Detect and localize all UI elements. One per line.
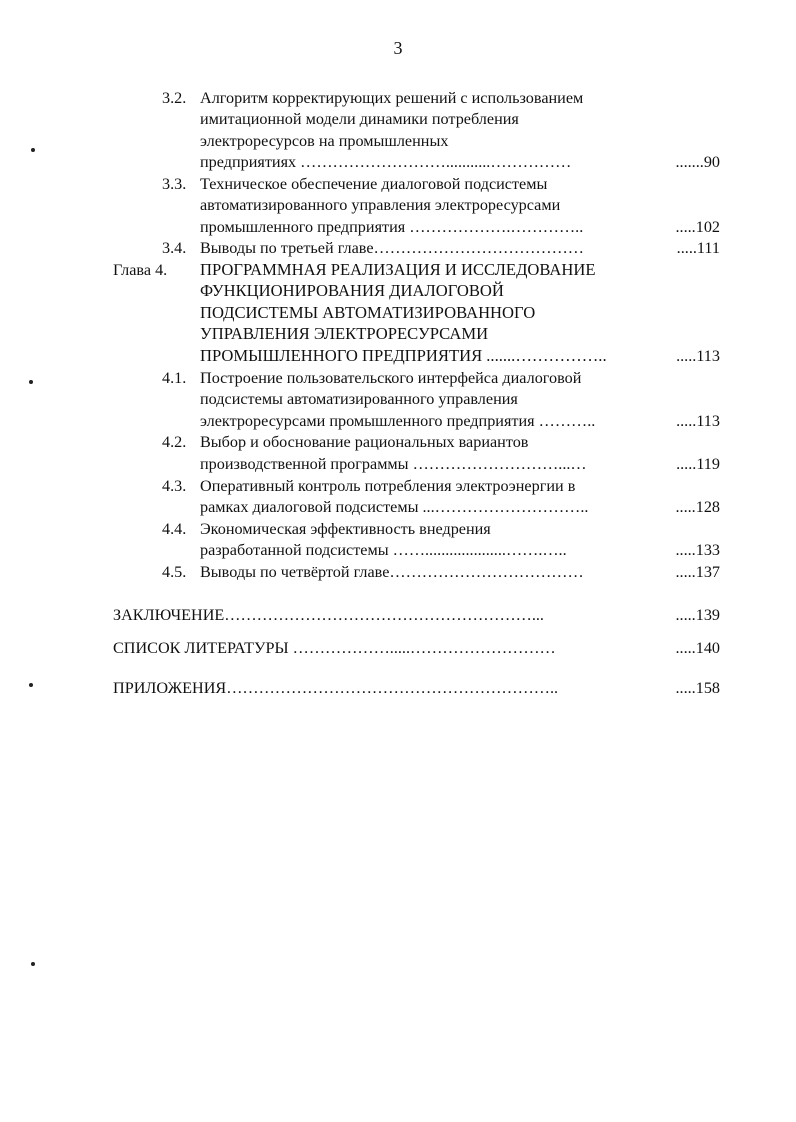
- toc-entry-line: подсистемы автоматизированного управления: [200, 390, 518, 408]
- chapter-number: Глава 4.: [113, 261, 168, 279]
- toc-page-number: .....139: [675, 606, 720, 624]
- toc-page-number: .....140: [675, 639, 720, 657]
- toc-entry-line: Выводы по третьей главе…………………………………: [200, 239, 584, 257]
- toc-entry-number: 3.3.: [162, 175, 187, 193]
- toc-entry-line: электроресурсов на промышленных: [200, 132, 449, 150]
- toc-page-number: .....158: [675, 679, 720, 697]
- toc-entry-line: разработанной подсистемы ……....................…….…..: [200, 541, 567, 559]
- section-title: СПИСОК ЛИТЕРАТУРЫ ……………….....………………………: [113, 639, 556, 657]
- toc-page-number: .....113: [676, 412, 720, 430]
- toc-page-number: .....113: [676, 347, 720, 365]
- toc-entry-line: имитационной модели динамики потребления: [200, 110, 519, 128]
- toc-entry-line: промышленного предприятия ……………….…………..: [200, 218, 584, 236]
- chapter-title-line: УПРАВЛЕНИЯ ЭЛЕКТРОРЕСУРСАМИ: [200, 324, 489, 343]
- toc-entry-line: электроресурсами промышленного предприятия ………..: [200, 412, 596, 430]
- toc-entry-line: рамках диалоговой подсистемы ...………………………..: [200, 498, 589, 516]
- toc-entry-line: Оперативный контроль потребления электроэнергии в: [200, 477, 576, 495]
- toc-entry-line: Выводы по четвёртой главе………………………………: [200, 563, 584, 581]
- chapter-title-line: ПРОГРАММНАЯ РЕАЛИЗАЦИЯ И ИССЛЕДОВАНИЕ: [200, 260, 596, 279]
- toc-entry-number: 4.3.: [162, 477, 187, 495]
- toc-page-number: .....128: [675, 498, 720, 516]
- toc-page-number: .......90: [675, 153, 720, 171]
- toc-entry-number: 4.1.: [162, 369, 187, 387]
- toc-entry-line: автоматизированного управления электроресурсами: [200, 196, 561, 214]
- toc-entry-line: производственной программы ………………………...…: [200, 455, 587, 473]
- scan-mark: [29, 380, 33, 384]
- toc-entry-number: 3.2.: [162, 89, 187, 107]
- toc-page-number: .....111: [676, 239, 720, 257]
- toc-entry-number: 4.2.: [162, 433, 187, 451]
- toc-entry-line: Экономическая эффективность внедрения: [200, 520, 491, 538]
- toc-entry-line: Выбор и обоснование рациональных вариантов: [200, 433, 529, 451]
- section-title: ПРИЛОЖЕНИЯ……………………………………………………..: [113, 679, 559, 697]
- toc-entry-number: 4.5.: [162, 563, 187, 581]
- scan-mark: [29, 683, 33, 687]
- toc-entry-number: 4.4.: [162, 520, 187, 538]
- page-number: 3: [393, 38, 403, 58]
- scan-mark: [31, 148, 35, 152]
- toc-entry-number: 3.4.: [162, 239, 187, 257]
- toc-entry-line: Техническое обеспечение диалоговой подсистемы: [200, 175, 548, 193]
- toc-entry-line: Построение пользовательского интерфейса диалоговой: [200, 369, 582, 387]
- chapter-title-line: ПРОМЫШЛЕННОГО ПРЕДПРИЯТИЯ .......……………..: [200, 346, 607, 365]
- toc-page-number: .....137: [675, 563, 720, 581]
- toc-page-number: .....119: [676, 455, 720, 473]
- scan-mark: [31, 962, 35, 966]
- toc-entry-line: предприятиях ………………………...........……………: [200, 153, 572, 171]
- toc-page-number: .....133: [675, 541, 720, 559]
- chapter-title-line: ФУНКЦИОНИРОВАНИЯ ДИАЛОГОВОЙ: [200, 281, 504, 300]
- section-title: ЗАКЛЮЧЕНИЕ…………………………………………………...: [113, 606, 544, 624]
- toc-page-number: .....102: [675, 218, 720, 236]
- toc-entry-line: Алгоритм корректирующих решений с использованием: [200, 89, 584, 107]
- chapter-title-line: ПОДСИСТЕМЫ АВТОМАТИЗИРОВАННОГО: [200, 303, 536, 322]
